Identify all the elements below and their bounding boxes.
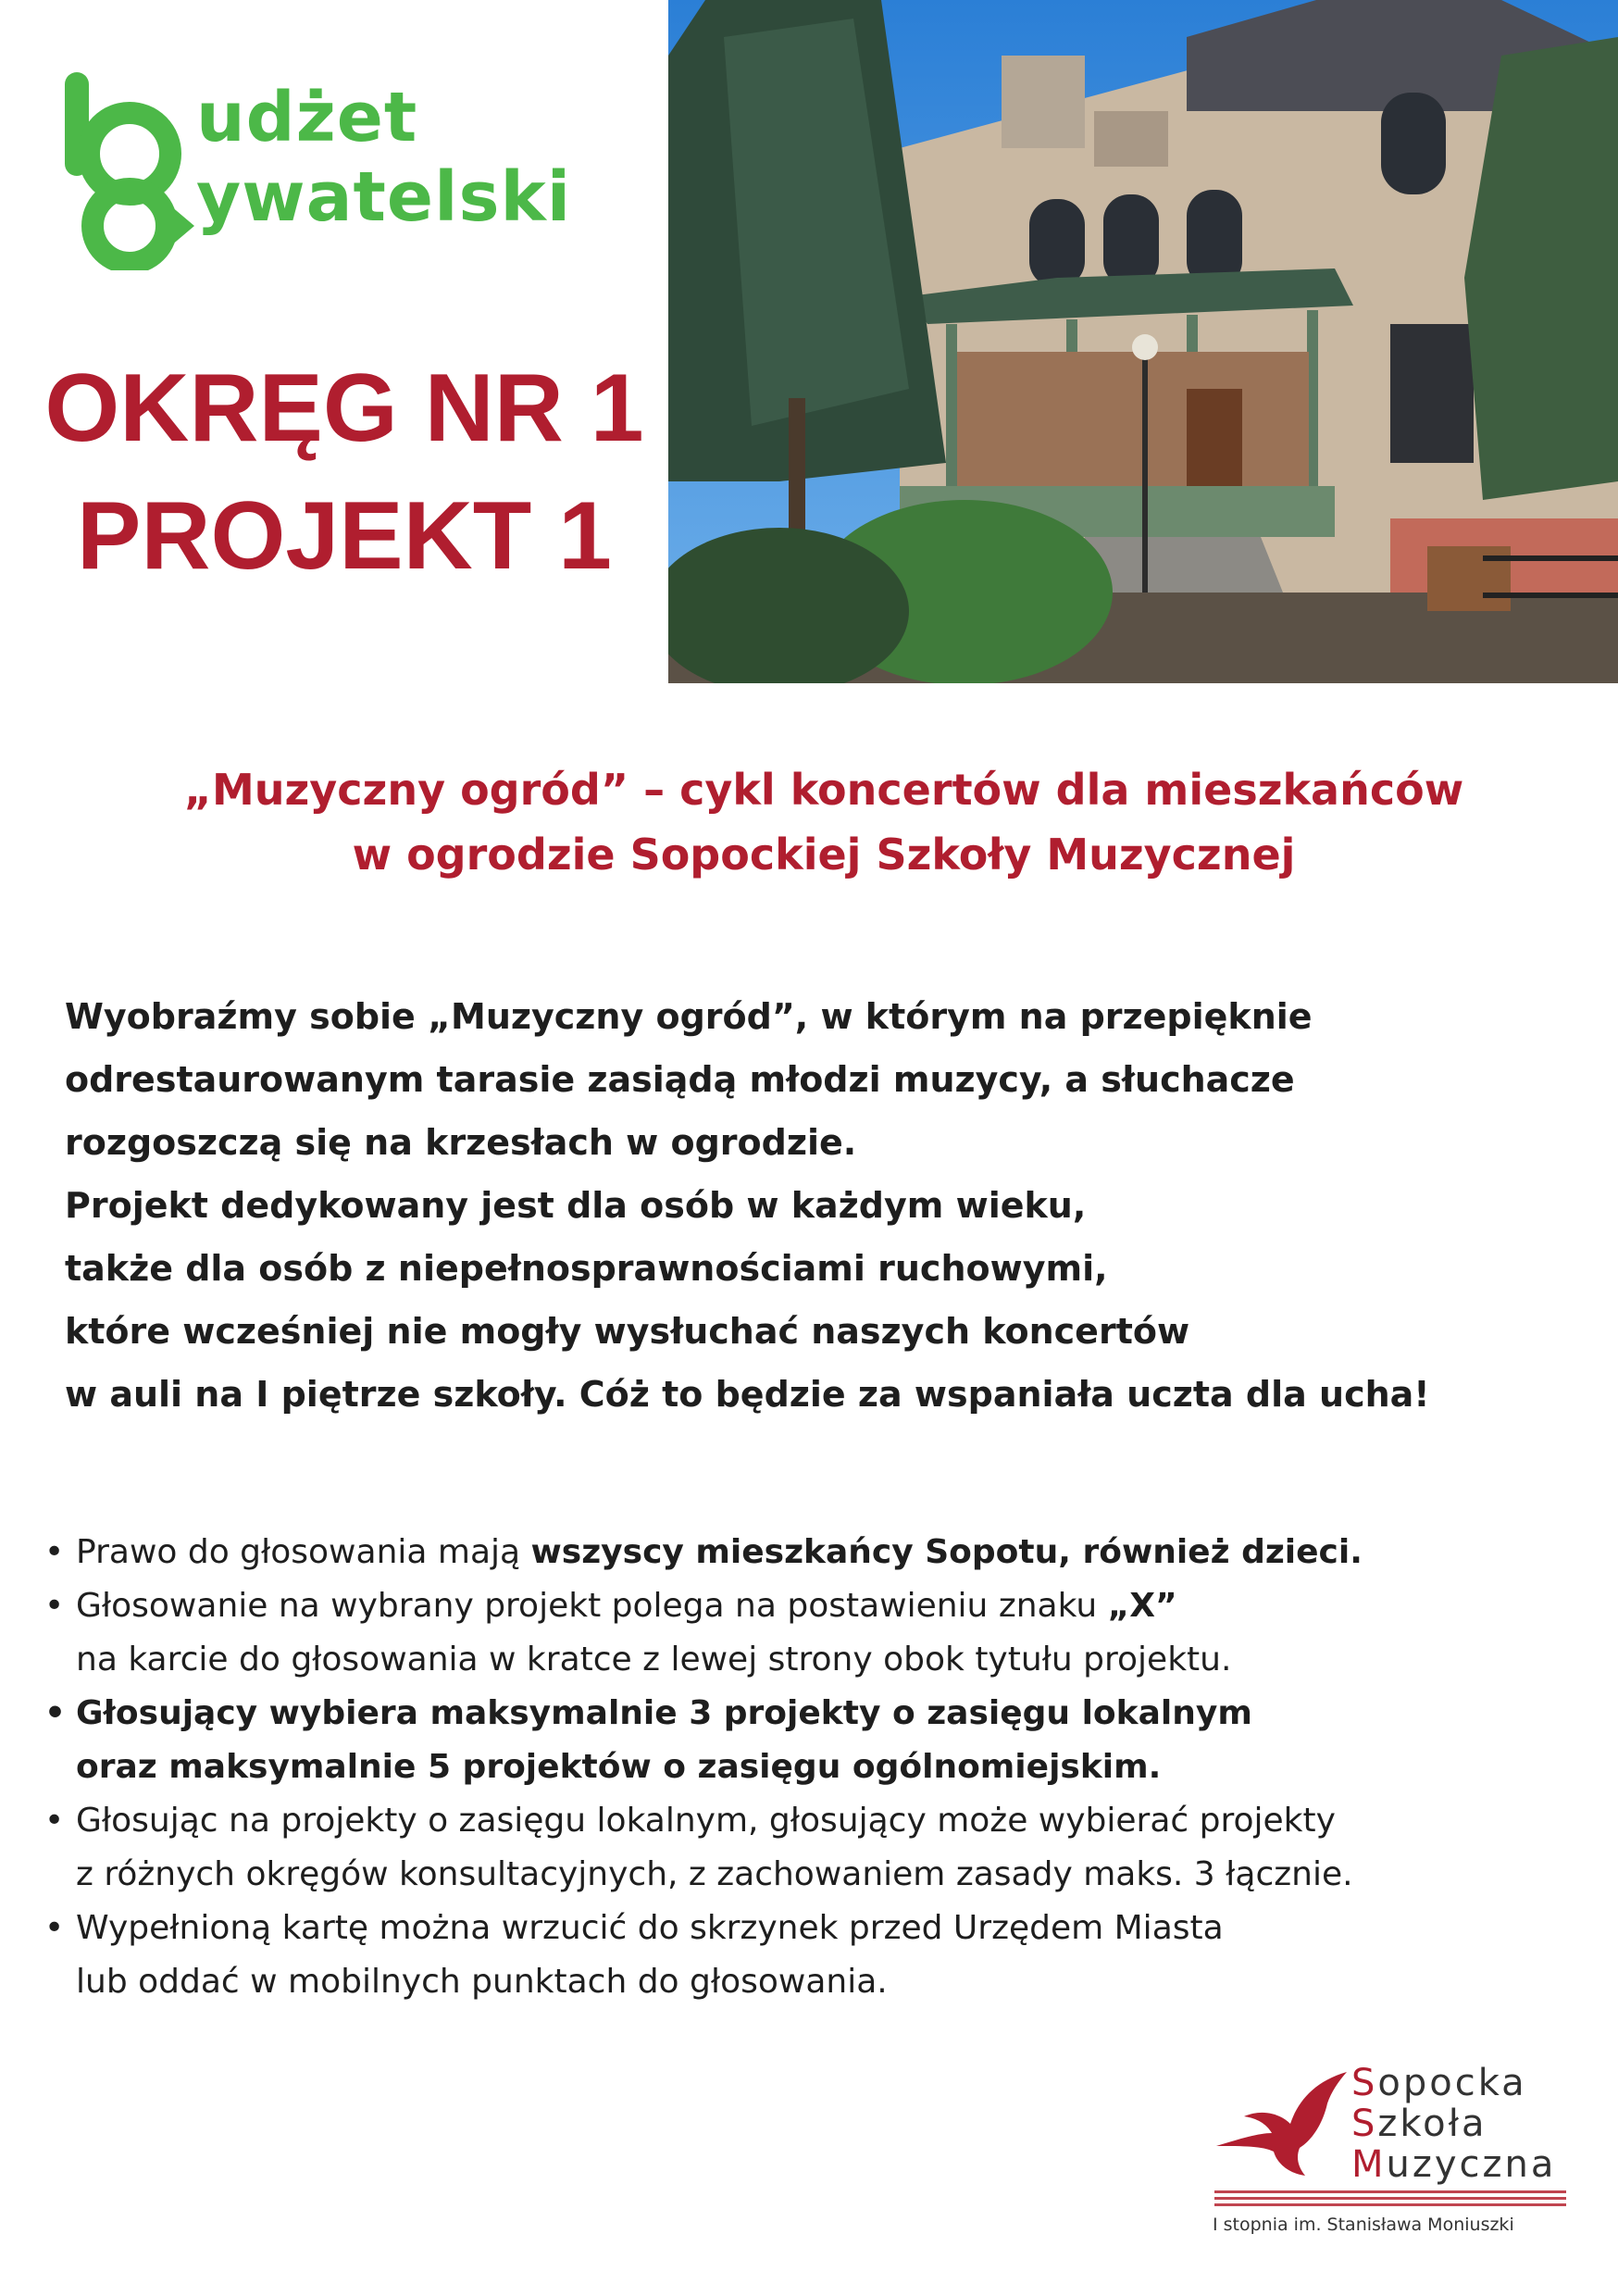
project-title-line: w ogrodzie Sopockiej Szkoły Muzycznej [352, 830, 1296, 880]
rule-text: Głosując na projekty o zasięgu lokalnym, głosujący może wybierać projekty [76, 1802, 1336, 1840]
school-name-initial: S [1351, 2062, 1378, 2104]
description-line: w auli na I piętrze szkoły. Cóż to będzie za wspaniała uczta dla ucha! [65, 1374, 1430, 1415]
project-title-line: „Muzyczny ogród” – cykl koncertów dla mieszkańców [183, 765, 1464, 815]
bullet-icon: • [44, 1802, 65, 1840]
staff-line [1214, 2190, 1566, 2193]
rule-item [44, 1526, 1599, 1579]
logo-text-line1: udżet [196, 78, 418, 157]
description-line: także dla osób z niepełnosprawnościami ruchowymi, [65, 1248, 1108, 1289]
rule-item [44, 1579, 1599, 1687]
rule-text-bold: oraz maksymalnie 5 projektów o zasięgu ogólnomiejskim. [76, 1748, 1162, 1786]
staff-line [1214, 2203, 1566, 2206]
budget-logo [57, 67, 650, 270]
school-name-word: zkoła [1377, 2103, 1487, 2145]
district-heading [39, 344, 650, 600]
district-line: OKRĘG NR 1 [44, 355, 644, 462]
rule-text: z różnych okręgów konsultacyjnych, z zachowaniem zasady maks. 3 łącznie. [76, 1855, 1353, 1893]
bo-budget-logo-icon [57, 67, 205, 270]
bullet-icon: • [44, 1694, 67, 1732]
school-name [1351, 2063, 1556, 2185]
bird-logo-icon [1213, 2068, 1351, 2179]
rule-item [44, 1687, 1599, 1794]
project-description [65, 985, 1601, 1426]
rule-text: na karcie do głosowania w kratce z lewej strony obok tytułu projektu. [76, 1641, 1232, 1678]
rule-text: Głosowanie na wybrany projekt polega na postawieniu znaku [76, 1587, 1108, 1625]
staff-line [1214, 2197, 1566, 2200]
school-building-photo [668, 0, 1618, 683]
rule-text-bold: „X” [1107, 1587, 1177, 1625]
rule-text: lub oddać w mobilnych punktach do głosowania. [76, 1963, 888, 2001]
school-name-word: uzyczna [1386, 2143, 1557, 2186]
bullet-icon: • [44, 1909, 65, 1947]
rule-text-bold: Głosujący wybiera maksymalnie 3 projekty o zasięgu lokalnym [76, 1694, 1252, 1732]
school-name-initial: M [1351, 2143, 1387, 2186]
school-logo [1213, 2063, 1583, 2239]
school-name-word: opocka [1377, 2062, 1527, 2104]
description-line: odrestaurowanym tarasie zasiądą młodzi muzycy, a słuchacze [65, 1059, 1295, 1100]
rule-item [44, 1794, 1599, 1902]
bullet-icon: • [44, 1587, 65, 1625]
project-title [56, 757, 1592, 887]
logo-text-line2: ywatelski [196, 157, 572, 237]
description-line: rozgoszczą się na krzesłach w ogrodzie. [65, 1122, 857, 1163]
description-line: Wyobraźmy sobie „Muzyczny ogród”, w którym na przepięknie [65, 996, 1313, 1037]
school-subtitle: I stopnia im. Stanisława Moniuszki [1213, 2215, 1514, 2235]
voting-rules [44, 1526, 1599, 2009]
project-number-line: PROJEKT 1 [77, 482, 612, 590]
rule-text-bold: wszyscy mieszkańcy Sopotu, również dzieci. [530, 1533, 1363, 1571]
bullet-icon: • [44, 1533, 65, 1571]
rule-text: Wypełnioną kartę można wrzucić do skrzynek przed Urzędem Miasta [76, 1909, 1224, 1947]
description-line: które wcześniej nie mogły wysłuchać naszych koncertów [65, 1311, 1190, 1352]
rule-item [44, 1902, 1599, 2009]
school-name-initial: S [1351, 2103, 1378, 2145]
rule-text: Prawo do głosowania mają [76, 1533, 531, 1571]
description-line: Projekt dedykowany jest dla osób w każdym wieku, [65, 1185, 1087, 1226]
